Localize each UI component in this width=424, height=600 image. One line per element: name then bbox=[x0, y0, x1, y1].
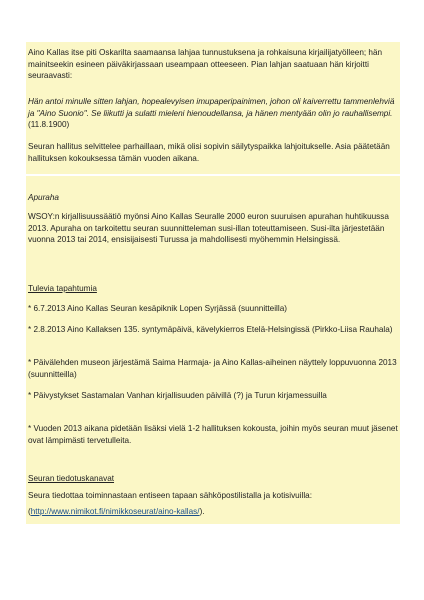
apuraha-heading: Apuraha bbox=[28, 193, 59, 202]
comm-heading bbox=[28, 473, 398, 485]
comm-heading-text: Seuran tiedotuskanavat bbox=[28, 474, 115, 483]
events-heading-text: Tulevia tapahtumia bbox=[28, 284, 97, 293]
quote-date: (11.8.1900) bbox=[28, 120, 70, 130]
events-heading bbox=[28, 283, 398, 295]
apuraha-paragraph: WSOY:n kirjallisuussäätiö myönsi Aino Kallas Seuralle 2000 euron suuruisen apurahan huhtikuussa 2013. Apuraha on tarkoitettu seuran suunnitteleman susi-illan toteuttamiseen. Susi-ilta järjestetään vuonna 2013 tai 2014, ensisijaisesti Turussa ja mahdollisesti myöhemmin Helsingissä. bbox=[28, 212, 389, 245]
quote-paragraph bbox=[28, 96, 398, 131]
society-website-link[interactable]: http://www.nimikot.fi/nimikkoseurat/aino-kallas/ bbox=[30, 507, 200, 516]
url-line bbox=[28, 506, 398, 518]
comm-paragraph: Seura tiedottaa toiminnastaan entiseen tapaan sähköpostilistalla ja kotisivuilla: bbox=[28, 491, 313, 500]
event-item-4: * Päivystykset Sastamalan Vanhan kirjallisuuden päivillä (?) ja Turun kirjamessuilla bbox=[28, 391, 327, 400]
url-open-paren: ( bbox=[28, 507, 31, 516]
event-item-3: * Päivälehden museon järjestämä Saima Harmaja- ja Aino Kallas-aiheinen näyttely loppuvuonna 2013 (suunnitteilla) bbox=[28, 358, 397, 379]
event-item-1: * 6.7.2013 Aino Kallas Seuran kesäpiknik Lopen Syrjässä (suunnitteilla) bbox=[28, 304, 287, 313]
board-paragraph: Seuran hallitus selvittelee parhaillaan, mikä olisi sopivin säilytyspaikka lahjoitukselle. Asia päätetään hallituksen kokouksessa tämän vuoden aikana. bbox=[28, 142, 390, 163]
intro-paragraph: Aino Kallas itse piti Oskarilta saamaansa lahjaa tunnustuksena ja rohkaisuna kirjailijatyölleen; hän mainitseekin esineen päiväkirjassaan useampaan otteeseen. Pian lahjan saatuaan hän kirjoitti seuraavasti: bbox=[28, 48, 383, 81]
event-item-2: * 2.8.2013 Aino Kallaksen 135. syntymäpäivä, kävelykierros Etelä-Helsingissä (Pirkko-Liisa Rauhala) bbox=[28, 325, 393, 334]
url-close-paren: ). bbox=[199, 507, 205, 516]
quote-text: Hän antoi minulle sitten lahjan, hopealevyisen imupaperipainimen, johon oli kaiverrettu tammenlehviä ja "Aino Suonio". Se liikutti ja sulatti mieleni hienoudellansa, ja hänen mentyään olin jo rauhallisempi. bbox=[28, 97, 395, 118]
event-item-5: * Vuoden 2013 aikana pidetään lisäksi vielä 1-2 hallituksen kokousta, joihin myös seuran muut jäsenet ovat lämpimästi tervetulleita. bbox=[28, 424, 398, 445]
